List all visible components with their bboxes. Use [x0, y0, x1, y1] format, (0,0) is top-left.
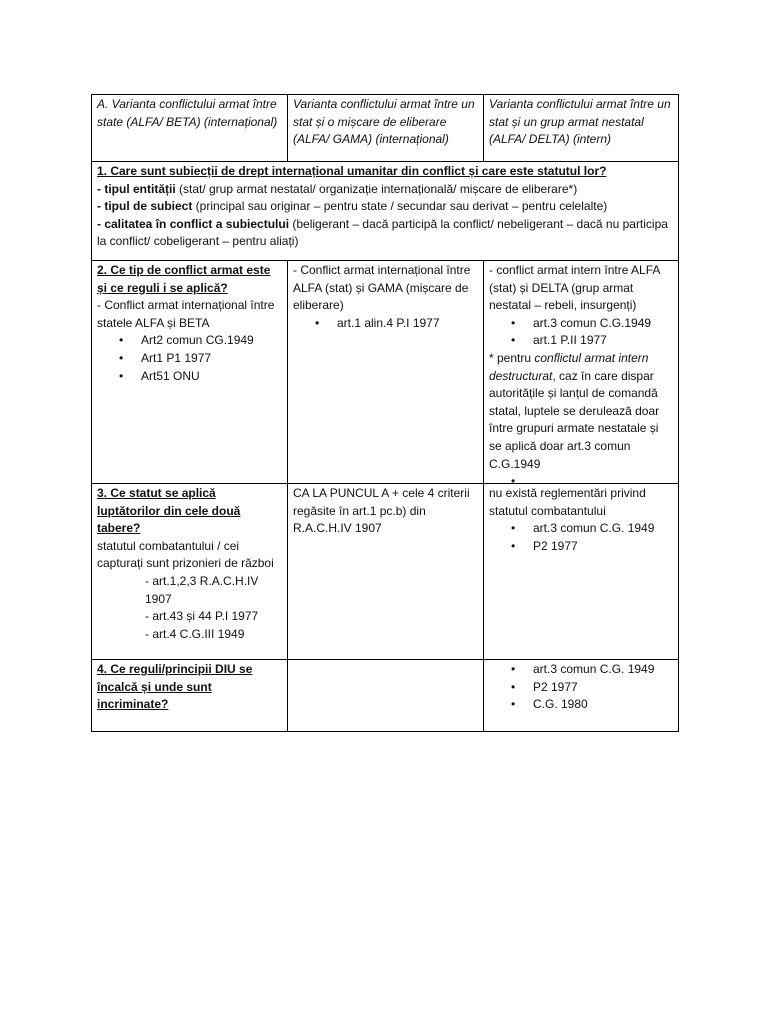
- header-cell-liberation: Varianta conflictului armat între un stat și o mișcare de eliberare (ALFA/ GAMA) (internațional): [288, 95, 484, 162]
- q2-b-list: [293, 315, 478, 333]
- list-item: • C.G. 1980: [511, 696, 673, 714]
- q2-c-note-start: * pentru: [489, 350, 535, 365]
- q3-cell-c: [484, 484, 679, 660]
- q3-c-text: nu există reglementări privind statutul combatantului: [489, 486, 646, 518]
- table-row-q2: [92, 261, 679, 484]
- list-item: • art.1 P.II 1977: [511, 332, 673, 350]
- list-item: • P2 1977: [511, 538, 673, 556]
- q1-line2-rest: (principal sau originar – pentru state / secundar sau derivat – pentru celelalte): [192, 199, 608, 214]
- q4-cell-c: [484, 660, 679, 732]
- q2-c-note-italic: conflictul armat intern destructurat: [489, 350, 649, 383]
- q3-a-item-3: - art.4 C.G.III 1949: [145, 626, 245, 641]
- list-item: • Art1 P1 1977: [119, 350, 282, 368]
- q3-question: 3. Ce statut se aplică luptătorilor din cele două tabere?: [97, 486, 241, 536]
- list-item: • art.1 alin.4 P.I 1977: [315, 315, 478, 333]
- q3-c-list: [489, 520, 673, 555]
- q1-line-entity: [97, 181, 673, 199]
- q3-a-text: statutul combatantului / cei capturați sunt prizonieri de război: [97, 538, 274, 571]
- q3-a-item-2: - art.43 și 44 P.I 1977: [145, 609, 259, 624]
- q2-b-text: - Conflict armat internațional între ALFA (stat) și GAMA (mișcare de eliberare): [293, 263, 471, 313]
- q2-c-text: - conflict armat intern între ALFA (stat) și DELTA (grup armat nestatal – rebeli, insurgenți): [489, 263, 660, 313]
- q4-c-list: [489, 661, 673, 714]
- q2-c-list: [489, 315, 673, 350]
- q4-cell-a: [92, 660, 288, 732]
- q2-a-text: - Conflict armat internațional între statele ALFA și BETA: [97, 298, 275, 330]
- q2-c-note-end: , caz în care dispar autoritățile și lanțul de comandă statal, luptele se derulează doar între grupuri armate nestatale și se aplică doar art.3 comun C.G.1949: [489, 368, 660, 471]
- q2-cell-b: [288, 261, 484, 484]
- q3-a-item-1: - art.1,2,3 R.A.C.H.IV 1907: [145, 573, 259, 606]
- list-item: • P2 1977: [511, 679, 673, 697]
- list-item: • art.3 comun C.G.1949: [511, 315, 673, 333]
- q1-question: 1. Care sunt subiecții de drept internațional umanitar din conflict și care este statutul lor?: [97, 164, 607, 178]
- q1-line-subject: [97, 198, 673, 216]
- q1-cell: [92, 162, 679, 261]
- q3-cell-b: [288, 484, 484, 660]
- q2-cell-c: [484, 261, 679, 484]
- header-cell-internal: Varianta conflictului armat între un stat și un grup armat nestatal (ALFA/ DELTA) (intern): [484, 95, 679, 162]
- list-item: • art.3 comun C.G. 1949: [511, 520, 673, 538]
- table-row-q3: [92, 484, 679, 660]
- table-header-row: [92, 95, 679, 162]
- table-row-q1: [92, 162, 679, 261]
- list-item: • art.3 comun C.G. 1949: [511, 661, 673, 679]
- q3-b-text: CA LA PUNCUL A + cele 4 criterii regăsite în art.1 pc.b) din R.A.C.H.IV 1907: [293, 486, 470, 536]
- q4-question: 4. Ce reguli/principii DIU se încalcă și unde sunt incriminate?: [97, 662, 253, 712]
- q3-cell-a: [92, 484, 288, 660]
- header-cell-interstate: A. Varianta conflictului armat între state (ALFA/ BETA) (internațional): [92, 95, 288, 162]
- q2-a-list: [97, 332, 282, 385]
- table-row-q4: [92, 660, 679, 732]
- q1-line1-rest: (stat/ grup armat nestatal/ organizație internațională/ mișcare de eliberare*): [175, 181, 578, 196]
- q1-line3-rest: (beligerant – dacă participă la conflict/ nebeligerant – dacă nu participa la conflict/ cobeligerant – pentru aliați): [97, 216, 668, 249]
- q1-line3-bold: - calitatea în conflict a subiectului: [97, 216, 290, 231]
- q2-cell-a: [92, 261, 288, 484]
- comparison-table: [91, 94, 679, 732]
- q2-question: 2. Ce tip de conflict armat este și ce reguli i se aplică?: [97, 263, 271, 295]
- list-item: • Art51 ONU: [119, 368, 282, 386]
- list-item: • Art2 comun CG.1949: [119, 332, 282, 350]
- q1-line1-bold: - tipul entității: [97, 181, 176, 196]
- q1-line-quality: [97, 216, 673, 251]
- q2-c-note: [489, 350, 673, 473]
- q4-cell-b: [288, 660, 484, 732]
- q1-line2-bold: - tipul de subiect: [97, 199, 193, 214]
